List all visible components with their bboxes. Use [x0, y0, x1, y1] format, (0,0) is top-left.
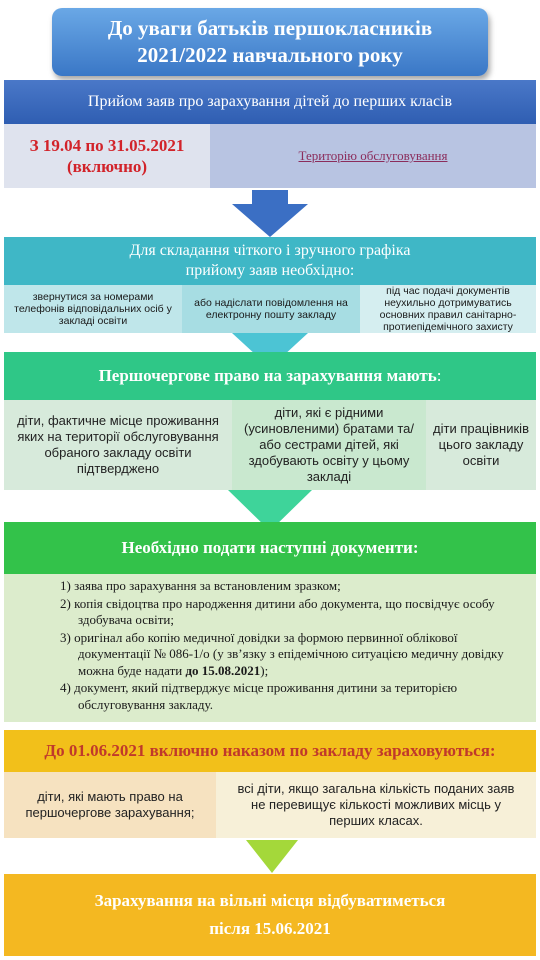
- enrollment-all-children-note: всі діти, якщо загальна кількість поданих заяв не перевищує кількості можливих місць у перших класах.: [216, 772, 536, 838]
- section3-header-colon: :: [436, 366, 442, 385]
- section2-item-sanitary: під час подачі документів неухильно дотримуватись основних правил санітарно-протиепідемічного захисту: [360, 285, 536, 333]
- section2-header: [4, 237, 536, 285]
- date-range: З 19.04 по 31.05.2021: [29, 136, 185, 155]
- priority-item-siblings: діти, які є рідними (усиновленими) братами та/або сестрами дітей, які здобувають освіту у цьому закладі: [232, 400, 426, 490]
- application-dates: [4, 124, 210, 188]
- section3-header-text: Першочергове право на зарахування мають: [98, 366, 437, 385]
- service-territory-link[interactable]: Територію обслуговування: [298, 148, 448, 163]
- document-item-4: 4) документ, який підтверджує місце проживання дитини за територією обслуговування закладу.: [60, 680, 458, 712]
- documents-list-panel: [4, 574, 536, 722]
- section6-line2: після 15.06.2021: [209, 919, 331, 938]
- document-item-3-tail: );: [260, 662, 269, 678]
- section2-item-email: або надіслати повідомлення на електронну пошту закладу: [182, 285, 360, 333]
- section6-line1: Зарахування на вільні місця відбуватиметься: [94, 891, 446, 910]
- section3-header: [4, 352, 536, 400]
- down-arrow-4-icon: [244, 840, 300, 874]
- page-title: [52, 8, 488, 76]
- document-item-2: 2) копія свідоцтва про народження дитини або документа, що посвідчує особу здобувача освіти;: [60, 595, 495, 627]
- down-arrow-1-icon: [230, 190, 310, 238]
- service-territory-panel: [210, 124, 536, 188]
- document-item-3: [60, 630, 522, 680]
- enrollment-priority-note: діти, які мають право на першочергове зарахування;: [4, 772, 216, 838]
- documents-list: [60, 578, 522, 714]
- medical-deadline: до 15.08.2021: [185, 662, 261, 678]
- section2-item-phone: звернутися за номерами телефонів відповідальних осіб у закладі освіти: [4, 285, 182, 333]
- section2-header-line2: прийому заяв необхідно:: [185, 262, 355, 279]
- priority-item-residence: діти, фактичне місце проживання яких на території обслуговування обраного закладу освіти підтверджено: [4, 400, 232, 490]
- section5-header: До 01.06.2021 включно наказом по закладу зараховуються:: [4, 730, 536, 772]
- document-item-1: 1) заява про зарахування за встановленим зразком;: [60, 578, 341, 593]
- priority-item-staff-children: діти працівників цього закладу освіти: [426, 400, 536, 490]
- title-line2: 2021/2022 навчального року: [137, 43, 403, 67]
- section6-footer: [4, 874, 536, 956]
- date-note: (включно): [66, 157, 148, 176]
- section1-header: Прийом заяв про зарахування дітей до перших класів: [4, 80, 536, 124]
- title-line1: До уваги батьків першокласників: [107, 16, 433, 40]
- section4-header: Необхідно подати наступні документи:: [4, 522, 536, 574]
- document-item-3-text: 3) оригінал або копію медичної довідки за формою первинної облікової документації № 086-1/о (у зв’язку з епідемічною ситуацією медичну довідку можна буде надати: [60, 629, 504, 678]
- section2-header-line1: Для складання чіткого і зручного графіка: [129, 242, 411, 259]
